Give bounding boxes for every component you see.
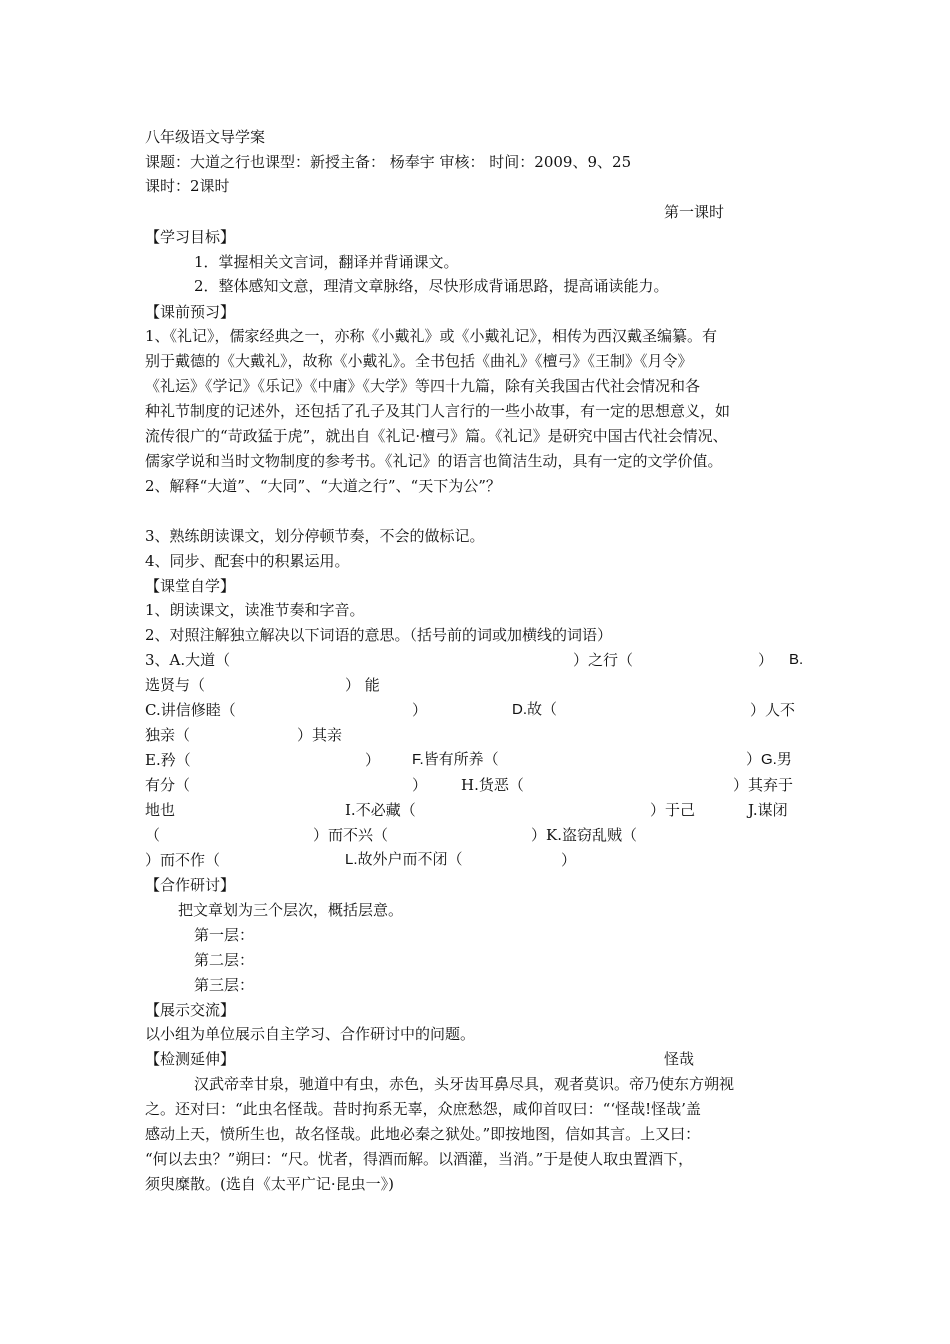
class-study-heading: 【课堂自学】 [145,577,236,595]
blank-h-cont: 地也 [145,801,176,819]
blank-h-end: ）其弃于 [733,776,794,794]
blank-j-label: J.谋闭 [748,801,788,819]
blank-j-end: ）而不兴（ [313,826,389,844]
class-study-line: 1、朗读课文，读准节奏和字音。 [145,601,365,619]
blank-j-cont: （ [145,826,161,844]
passage-line: “何以去虫？”朔曰：“尺。忧者，得酒而解。以酒灌，当消。”于是使人取虫置酒下， [145,1150,694,1168]
blank-i-end: ）于己 [650,801,696,819]
blank-d-end: ）人不 [750,701,796,719]
class-study-line: 2、对照注解独立解决以下词语的意思。（括号前的词或加横线的词语） [145,626,613,644]
blank-d-cont: 独亲（ [145,726,191,744]
cooperate-heading: 【合作研讨】 [145,876,236,894]
blank-d-label: D.故（ [512,701,558,718]
blank-a-label: 3、A.大道（ [145,651,231,669]
blank-k-cont: ）而不作（ [145,851,221,869]
passage-line: 之。还对曰：“此虫名怪哉。昔时拘系无辜，众庶愁怨，咸仰首叹曰：“‘怪哉!怪哉’盖 [145,1100,701,1118]
lesson-info-line: 课题：大道之行也课型：新授主备： 杨奉宇 审核： 时间：2009、9、25 [145,153,632,171]
preview-line: 1、《礼记》，儒家经典之一，亦称《小戴礼》或《小戴礼记》，相传为西汉戴圣编纂。有 [145,327,718,345]
doc-title: 八年级语文导学案 [145,128,266,146]
blank-a-after: ）之行（ [573,651,634,669]
blank-h-label: H.货恶（ [461,776,524,794]
blank-close: ） [758,651,774,669]
goal-item: 2．整体感知文意，理清文章脉络，尽快形成背诵思路，提高诵读能力。 [194,277,669,295]
blank-d-cont-end: ）其亲 [297,726,343,744]
blank-b-end: ） 能 [345,676,380,694]
passage-title: 怪哉 [664,1050,695,1068]
lesson-number: 第一课时 [664,203,725,221]
preview-line: 儒家学说和当时文物制度的参考书。《礼记》的语言也简洁生动，具有一定的文学价值。 [145,452,723,470]
showcase-heading: 【展示交流】 [145,1001,236,1019]
goals-heading: 【学习目标】 [145,228,236,246]
blank-i-label: I.不必藏（ [345,801,416,819]
preview-heading: 【课前预习】 [145,303,236,321]
blank-close: ） [412,701,428,719]
blank-b-cont: 选贤与（ [145,676,206,694]
blank-close: ） [365,751,381,769]
blank-g-label: ）G.男 [746,751,792,768]
preview-line: 3、熟练朗读课文，划分停顿节奏，不会的做标记。 [145,527,485,545]
blank-f-label: F.皆有所养（ [412,751,499,768]
blank-e-label: E.矜（ [145,751,191,769]
blank-k-label: ）K.盗窃乱贼（ [531,826,637,844]
passage-line: 感动上天，愤所生也，故名怪哉。此地必秦之狱处。”即按地图，信如其言。上又曰： [145,1125,701,1143]
layer-label: 第三层： [194,976,255,994]
layer-label: 第一层： [194,926,255,944]
class-hours: 课时：2课时 [145,177,230,195]
blank-b-label: B. [789,651,804,668]
cooperate-task: 把文章划为三个层次，概括层意。 [178,901,404,919]
passage-line: 须臾糜散。(选自《太平广记·昆虫一》) [145,1175,394,1193]
preview-line: 流传很广的“苛政猛于虎”，就出自《礼记·檀弓》篇。《礼记》是研究中国古代社会情况、 [145,427,728,445]
preview-line: 4、同步、配套中的积累运用。 [145,552,350,570]
preview-line: 2、解释“大道”、“大同”、“大道之行”、“天下为公”？ [145,477,501,495]
preview-line: 种礼节制度的记述外，还包括了孔子及其门人言行的一些小故事，有一定的思想意义，如 [145,402,731,420]
blank-close: ） [412,776,428,794]
showcase-text: 以小组为单位展示自主学习、合作研讨中的问题。 [145,1025,476,1043]
passage-line: 汉武帝幸甘泉，驰道中有虫，赤色，头牙齿耳鼻尽具，观者莫识。帝乃使东方朔视 [194,1075,735,1093]
blank-g-cont: 有分（ [145,776,191,794]
blank-close: ） [561,851,577,869]
blank-c-label: C.讲信修睦（ [145,701,236,719]
blank-l-label: L.故外户而不闭（ [345,851,463,868]
preview-line: 《礼运》《学记》《乐记》《中庸》《大学》等四十九篇，除有关我国古代社会情况和各 [145,377,701,395]
goal-item: 1．掌握相关文言词，翻译并背诵课文。 [194,253,459,271]
extension-heading: 【检测延伸】 [145,1050,236,1068]
layer-label: 第二层： [194,951,255,969]
preview-line: 别于戴德的《大戴礼》，故称《小戴礼》。全书包括《曲礼》《檀弓》《王制》《月令》 [145,352,693,370]
